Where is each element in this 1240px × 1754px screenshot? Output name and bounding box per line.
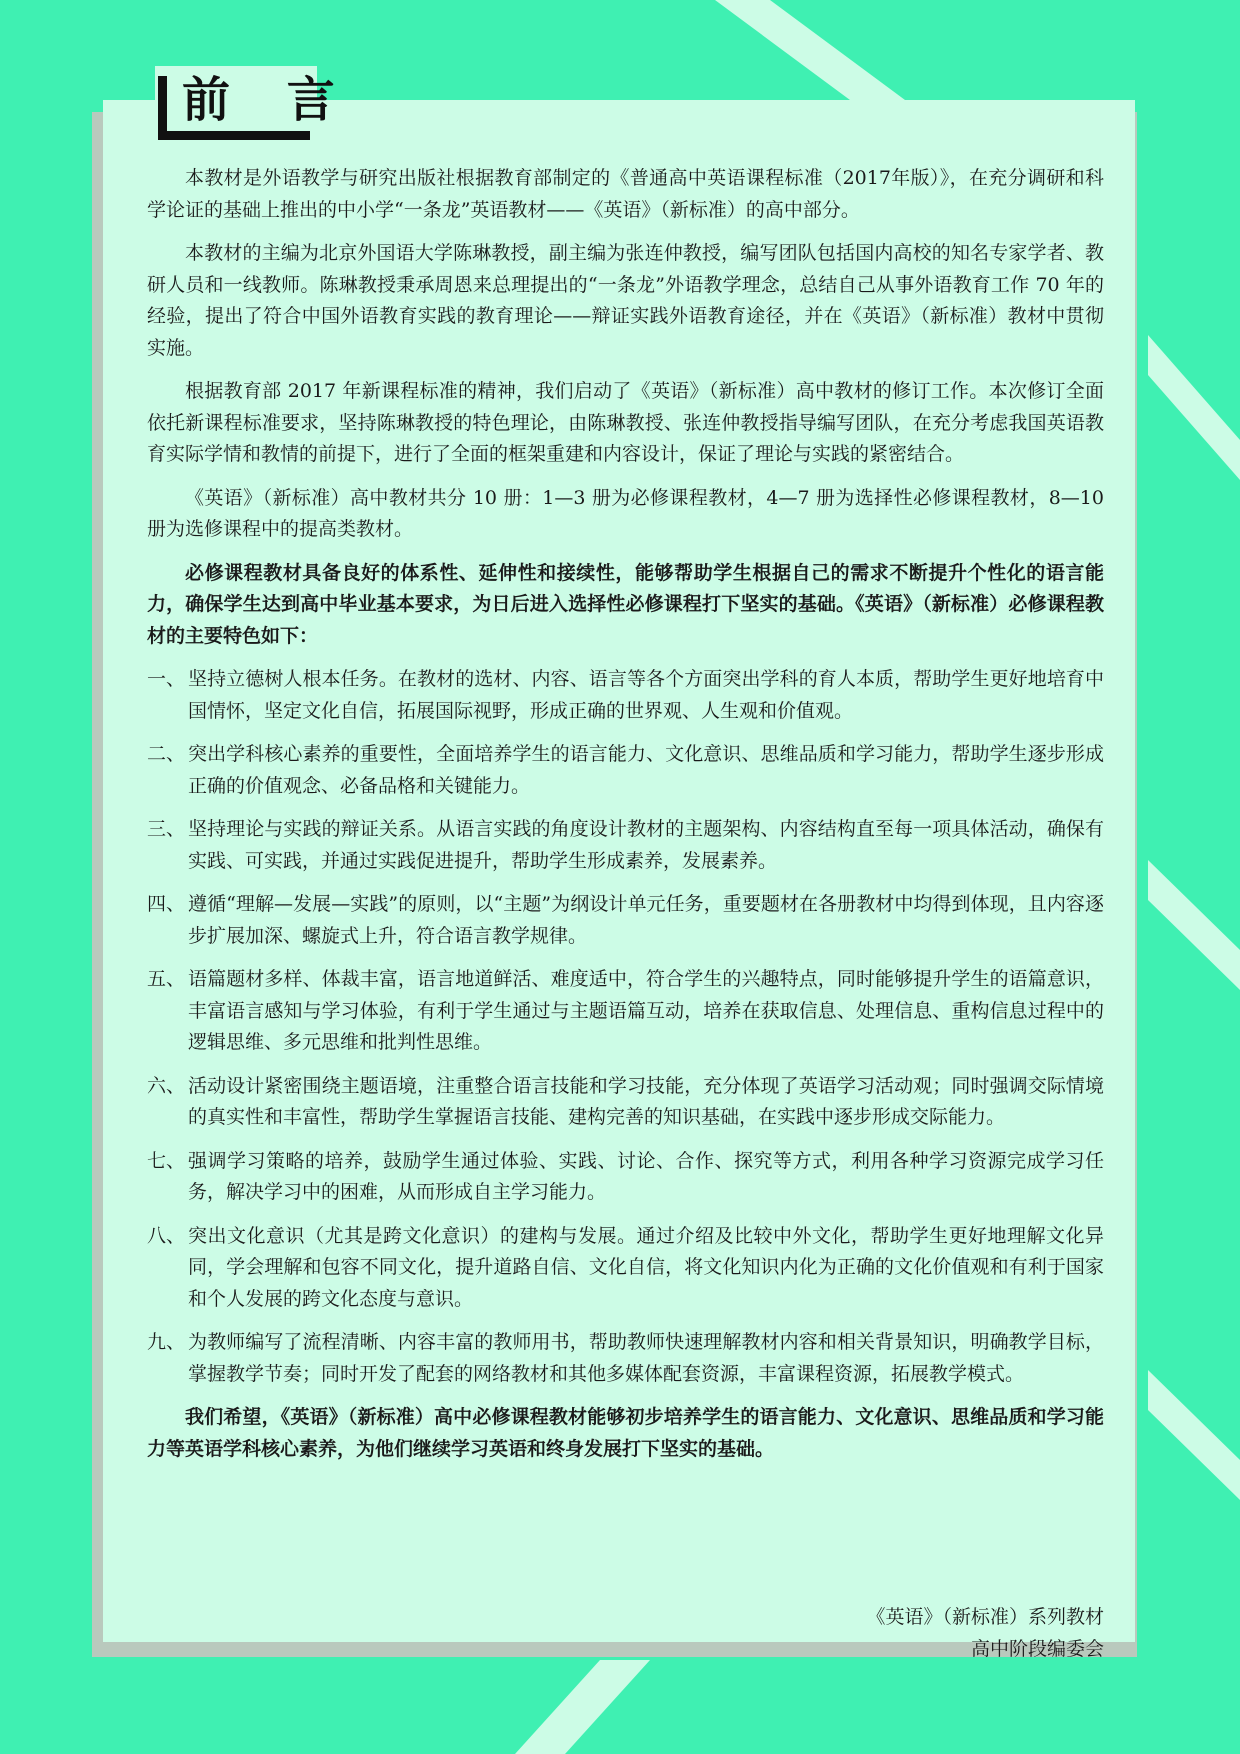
feature-number: 八、 [147,1224,186,1247]
feature-number: 五、 [147,968,186,990]
feature-number: 二、 [147,743,186,765]
paragraph-volumes: 《英语》（新标准）高中教材共分 10 册：1—3 册为必修课程教材，4—7 册为选择性必修课程教材，8—10 册为选修课程中的提高类教材。 [147,486,1104,540]
feature-text: 坚持理论与实践的辩证关系。从语言实践的角度设计教材的主题架构、内容结构直至每一项具体活动，确保有实践、可实践，并通过实践促进提升，帮助学生形成素养，发展素养。 [188,818,1104,872]
feature-number: 九、 [147,1331,186,1353]
feature-number: 三、 [147,818,186,840]
feature-text: 语篇题材多样、体裁丰富，语言地道鲜活、难度适中，符合学生的兴趣特点，同时能够提升学生的语篇意识，丰富语言感知与学习体验，有利于学生通过与主题语篇互动，培养在获取信息、处理信息、重构信息过程中的逻辑思维、多元思维和批判性思维。 [188,968,1104,1053]
feature-text: 活动设计紧密围绕主题语境，注重整合语言技能和学习技能，充分体现了英语学习活动观；同时强调交际情境的真实性和丰富性，帮助学生掌握语言技能、建构完善的知识基础，在实践中逐步形成交际能力。 [188,1074,1104,1128]
feature-text: 遵循“理解—发展—实践”的原则，以“主题”为纲设计单元任务，重要题材在各册教材中均得到体现，且内容逐步扩展加深、螺旋式上升，符合语言教学规律。 [188,893,1104,947]
paragraph-closing: 我们希望，《英语》（新标准）高中必修课程教材能够初步培养学生的语言能力、文化意识、思维品质和学习能力等英语学科核心素养，为他们继续学习英语和终身发展打下坚实的基础。 [147,1406,1104,1460]
signature-committee: 高中阶段编委会 [970,1637,1104,1660]
title-bracket-horizontal [158,131,310,140]
paragraph-editors: 本教材的主编为北京外国语大学陈琳教授，副主编为张连仲教授，编写团队包括国内高校的知名专家学者、教研人员和一线教师。陈琳教授秉承周恩来总理提出的“一条龙”外语教学理念，总结自己从事外语教育工作 70 年的经验，提出了符合中国外语教育实践的教育理论——辩证实践外语教育途径，并在《英语》（新标准）教材中贯彻实施。 [147,242,1104,359]
feature-item [147,889,1104,952]
title-bracket-vertical [158,76,167,138]
paragraph-intro: 本教材是外语教学与研究出版社根据教育部制定的《普通高中英语课程标准（2017年版）》，在充分调研和科学论证的基础上推出的中小学“一条龙”英语教材——《英语》（新标准）的高中部分。 [147,167,1104,221]
feature-text: 为教师编写了流程清晰、内容丰富的教师用书，帮助教师快速理解教材内容和相关背景知识，明确教学目标，掌握教学节奏；同时开发了配套的网络教材和其他多媒体配套资源，丰富课程资源，拓展教学模式。 [188,1331,1104,1385]
paragraph-revision: 根据教育部 2017 年新课程标准的精神，我们启动了《英语》（新标准）高中教材的修订工作。本次修订全面依托新课程标准要求，坚持陈琳教授的特色理论，由陈琳教授、张连仲教授指导编写团队，在充分考虑我国英语教育实际学情和教情的前提下，进行了全面的框架重建和内容设计，保证了理论与实践的紧密结合。 [147,380,1104,465]
feature-text: 突出文化意识（尤其是跨文化意识）的建构与发展。通过介绍及比较中外文化，帮助学生更好地理解文化异同，学会理解和包容不同文化，提升道路自信、文化自信，将文化知识内化为正确的文化价值观和有利于国家和个人发展的跨文化态度与意识。 [188,1224,1104,1310]
feature-number: 六、 [147,1074,186,1097]
feature-item [147,739,1104,802]
page-title: 前 言 [182,72,355,128]
feature-text: 坚持立德树人根本任务。在教材的选材、内容、语言等各个方面突出学科的育人本质，帮助学生更好地培育中国情怀，坚定文化自信，拓展国际视野，形成正确的世界观、人生观和价值观。 [188,668,1104,722]
feature-text: 突出学科核心素养的重要性，全面培养学生的语言能力、文化意识、思维品质和学习能力，帮助学生逐步形成正确的价值观念、必备品格和关键能力。 [188,743,1104,797]
feature-item [147,664,1104,727]
feature-number: 四、 [147,893,186,915]
paragraph-features-intro: 必修课程教材具备良好的体系性、延伸性和接续性，能够帮助学生根据自己的需求不断提升个性化的语言能力，确保学生达到高中毕业基本要求，为日后进入选择性必修课程打下坚实的基础。《英语》（新标准）必修课程教材的主要特色如下： [147,561,1104,647]
preface-body [147,163,1104,1477]
feature-item [147,1327,1104,1390]
feature-number: 七、 [147,1149,186,1172]
feature-item [147,1221,1104,1316]
feature-item [147,1071,1104,1134]
feature-number: 一、 [147,668,186,690]
feature-text: 强调学习策略的培养，鼓励学生通过体验、实践、讨论、合作、探究等方式，利用各种学习资源完成学习任务，解决学习中的困难，从而形成自主学习能力。 [188,1149,1104,1203]
signature-series: 《英语》（新标准）系列教材 [866,1606,1104,1628]
feature-item [147,814,1104,877]
signature [866,1602,1104,1665]
feature-item [147,1146,1104,1209]
feature-item [147,964,1104,1059]
